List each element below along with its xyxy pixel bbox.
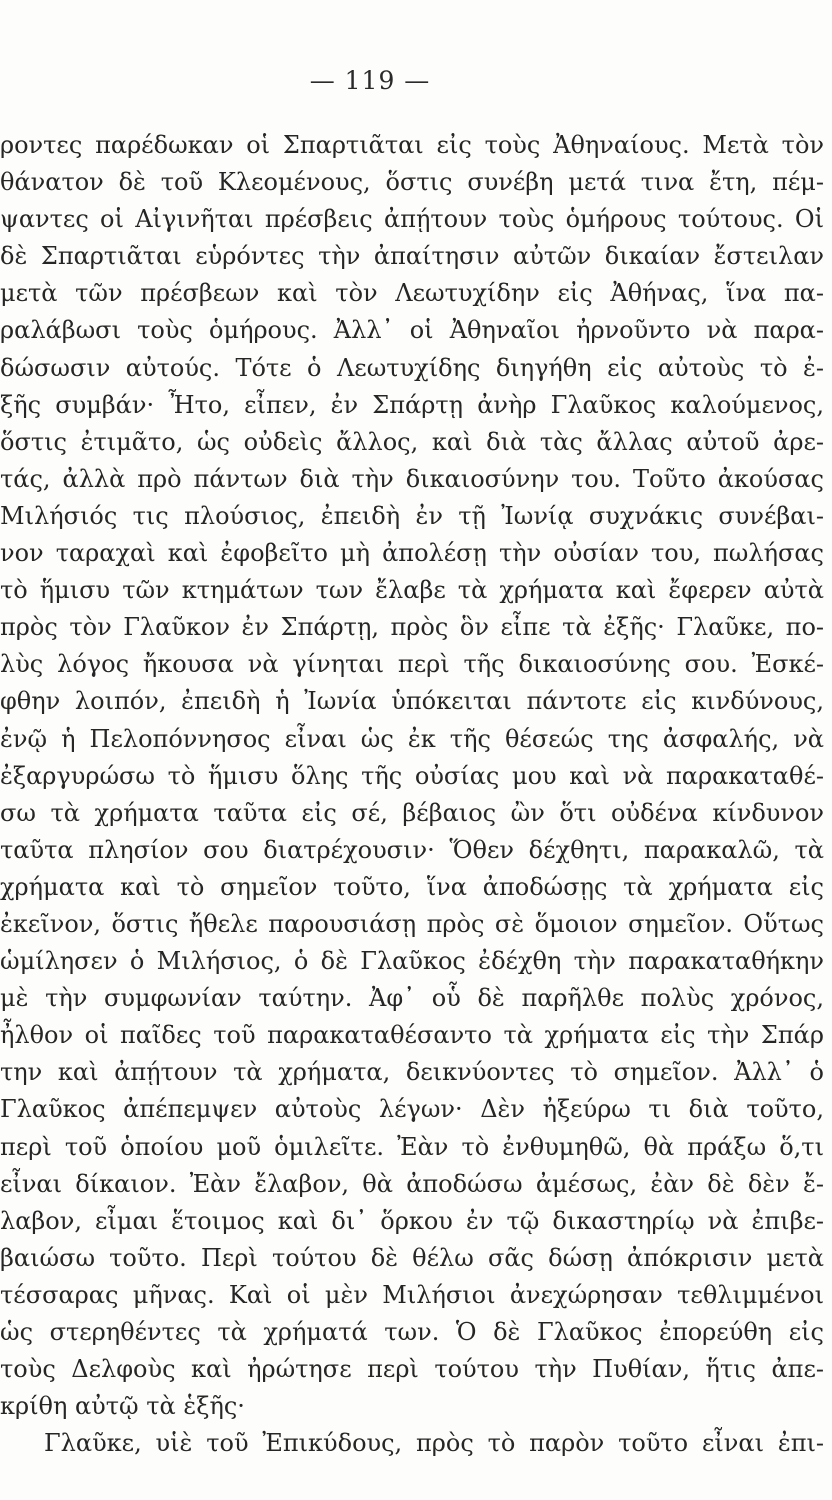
text-line: την καὶ ἀπῄτουν τὰ χρήματα, δεικνύοντες τὸ σημεῖον. Ἀλλ᾽ ὁ: [0, 1058, 824, 1087]
text-line: τάς, ἀλλὰ πρὸ πάντων διὰ τὴν δικαιοσύνην του. Τοῦτο ἀκούσας: [0, 464, 824, 493]
text-line: λαβον, εἶμαι ἕτοιμος καὶ δι᾽ ὅρκου ἐν τῷ δικαστηρίῳ νὰ ἐπιβε-: [0, 1206, 824, 1235]
text-line: κρίθη αὐτῷ τὰ ἑξῆς·: [0, 1392, 245, 1421]
text-line: ψαντες οἱ Αἰγινῆται πρέσβεις ἀπῄτουν τοὺς ὁμήρους τούτους. Οἱ: [0, 205, 824, 234]
text-line: ξῆς συμβάν· Ἦτο, εἶπεν, ἐν Σπάρτῃ ἀνὴρ Γλαῦκος καλούμενος,: [0, 390, 824, 419]
text-line: μὲ τὴν συμφωνίαν ταύτην. Ἀφ᾽ οὗ δὲ παρῆλθε πολὺς χρόνος,: [0, 984, 824, 1013]
text-line: ἐξαργυρώσω τὸ ἥμισυ ὅλης τῆς οὐσίας μου καὶ νὰ παρακαταθέ-: [0, 761, 824, 790]
text-line: χρήματα καὶ τὸ σημεῖον τοῦτο, ἵνα ἀποδώσῃς τὰ χρήματα εἰς: [0, 872, 824, 901]
text-line: τοὺς Δελφοὺς καὶ ἠρώτησε περὶ τούτου τὴν Πυθίαν, ἥτις ἀπε-: [0, 1355, 824, 1384]
body-text: [0, 127, 832, 1462]
text-line: δὲ Σπαρτιᾶται εὑρόντες τὴν ἀπαίτησιν αὐτῶν δικαίαν ἔστειλαν: [0, 242, 824, 271]
text-line: ἐνῷ ἡ Πελοπόννησος εἶναι ὡς ἐκ τῆς θέσεώς της ἀσφαλής, νὰ: [0, 724, 824, 753]
text-line: τὸ ἥμισυ τῶν κτημάτων των ἔλαβε τὰ χρήματα καὶ ἔφερεν αὐτὰ: [0, 576, 824, 605]
text-line: βαιώσω τοῦτο. Περὶ τούτου δὲ θέλω σᾶς δώσῃ ἀπόκρισιν μετὰ: [0, 1243, 824, 1272]
text-line: νον ταραχαὶ καὶ ἐφοβεῖτο μὴ ἀπολέσῃ τὴν οὐσίαν του, πωλήσας: [0, 539, 824, 568]
text-line: Μιλήσιός τις πλούσιος, ἐπειδὴ ἐν τῇ Ἰωνίᾳ συχνάκις συνέβαι-: [0, 501, 824, 530]
text-line: ροντες παρέδωκαν οἱ Σπαρτιᾶται εἰς τοὺς Ἀθηναίους. Μετὰ τὸν: [0, 131, 824, 159]
page-number: — 119 —: [309, 66, 431, 95]
text-line: θάνατον δὲ τοῦ Κλεομένους, ὅστις συνέβη μετά τινα ἔτη, πέμ-: [0, 168, 824, 197]
text-line: ἐκεῖνον, ὅστις ἤθελε παρουσιάσῃ πρὸς σὲ ὅμοιον σημεῖον. Οὕτως: [0, 909, 824, 938]
text-line: ὡμίλησεν ὁ Μιλήσιος, ὁ δὲ Γλαῦκος ἐδέχθη τὴν παρακαταθήκην: [0, 947, 824, 976]
text-line: σω τὰ χρήματα ταῦτα εἰς σέ, βέβαιος ὢν ὅτι οὐδένα κίνδυνον: [0, 798, 824, 827]
text-line: Γλαῦκος ἀπέπεμψεν αὐτοὺς λέγων· Δὲν ἠξεύρω τι διὰ τοῦτο,: [0, 1095, 824, 1124]
text-line: περὶ τοῦ ὁποίου μοῦ ὁμιλεῖτε. Ἐὰν τὸ ἐνθυμηθῶ, θὰ πράξω ὅ,τι: [0, 1132, 824, 1161]
text-line: τέσσαρας μῆνας. Καὶ οἱ μὲν Μιλήσιοι ἀνεχώρησαν τεθλιμμένοι: [0, 1280, 824, 1309]
text-line: εἶναι δίκαιον. Ἐὰν ἔλαβον, θὰ ἀποδώσω ἀμέσως, ἐὰν δὲ δὲν ἔ-: [0, 1169, 824, 1198]
text-line: μετὰ τῶν πρέσβεων καὶ τὸν Λεωτυχίδην εἰς Ἀθήνας, ἵνα πα-: [0, 279, 824, 308]
text-line: πρὸς τὸν Γλαῦκον ἐν Σπάρτῃ, πρὸς ὃν εἶπε τὰ ἐξῆς· Γλαῦκε, πο-: [0, 613, 824, 642]
text-line: λὺς λόγος ἤκουσα νὰ γίνηται περὶ τῆς δικαιοσύνης σου. Ἐσκέ-: [0, 650, 824, 679]
text-line: φθην λοιπόν, ἐπειδὴ ἡ Ἰωνία ὑπόκειται πάντοτε εἰς κινδύνους,: [0, 687, 824, 716]
text-line: ὅστις ἐτιμᾶτο, ὡς οὐδεὶς ἄλλος, καὶ διὰ τὰς ἄλλας αὐτοῦ ἀρε-: [0, 427, 824, 456]
text-line: ραλάβωσι τοὺς ὁμήρους. Ἀλλ᾽ οἱ Ἀθηναῖοι ἠρνοῦντο νὰ παρα-: [0, 316, 824, 345]
text-line: ὡς στερηθέντες τὰ χρήματά των. Ὁ δὲ Γλαῦκος ἐπορεύθη εἰς: [0, 1318, 824, 1346]
text-line: ταῦτα πλησίον σου διατρέχουσιν· Ὅθεν δέχθητι, παρακαλῶ, τὰ: [0, 835, 824, 864]
text-line: δώσωσιν αὐτούς. Τότε ὁ Λεωτυχίδης διηγήθη εἰς αὐτοὺς τὸ ἐ-: [0, 353, 824, 382]
text-line: ἦλθον οἱ παῖδες τοῦ παρακαταθέσαντο τὰ χρήματα εἰς τὴν Σπάρ: [0, 1021, 824, 1050]
paragraph-start-line: Γλαῦκε, υἱὲ τοῦ Ἐπικύδους, πρὸς τὸ παρὸν τοῦτο εἶναι ἐπι-: [44, 1429, 824, 1458]
